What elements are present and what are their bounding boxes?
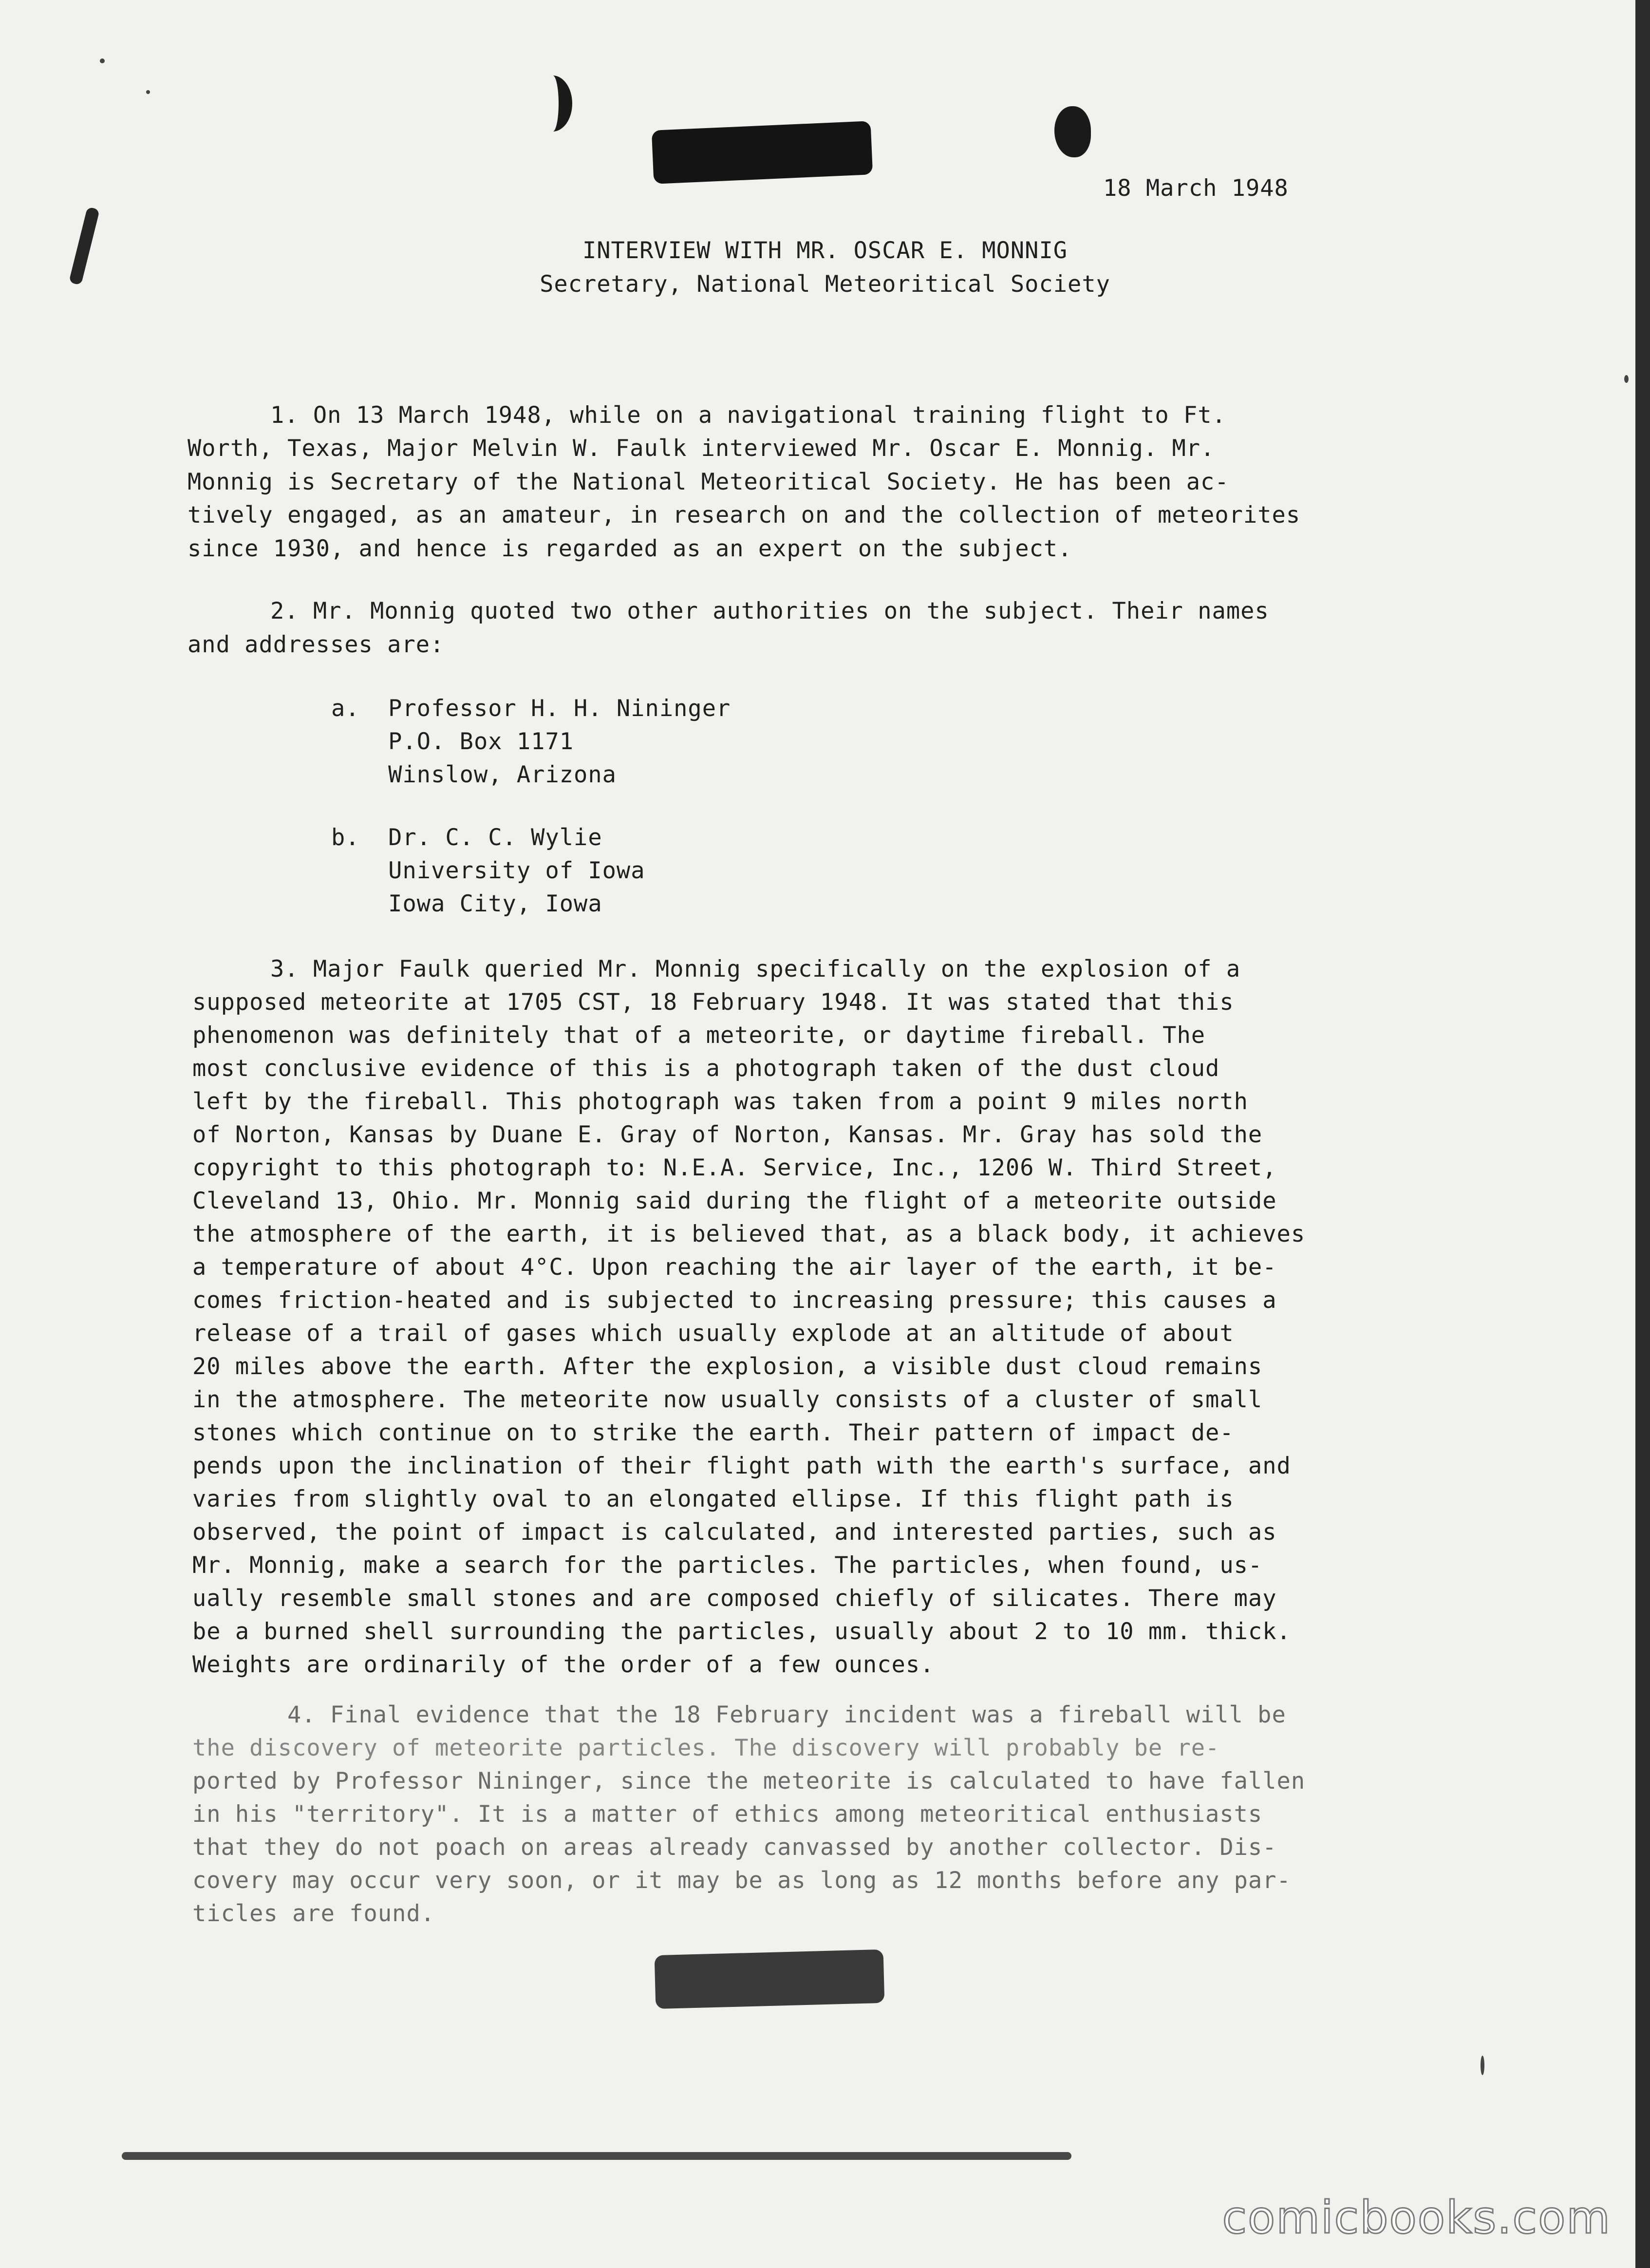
scan-artifact-line	[122, 2152, 1071, 2160]
paragraph-3-line: in the atmosphere. The meteorite now usually consists of a cluster of small	[192, 1386, 1263, 1413]
paragraph-3-line: supposed meteorite at 1705 CST, 18 February 1948. It was stated that this	[192, 989, 1234, 1016]
paragraph-3-line: Mr. Monnig, make a search for the particles. The particles, when found, us-	[192, 1552, 1263, 1579]
document-title: INTERVIEW WITH MR. OSCAR E. MONNIG	[582, 237, 1068, 264]
paragraph-1-line: tively engaged, as an amateur, in research on and the collection of meteorites	[188, 502, 1301, 529]
paragraph-3-line: pends upon the inclination of their flight path with the earth's surface, and	[192, 1453, 1291, 1479]
paragraph-4-line: ported by Professor Nininger, since the meteorite is calculated to have fallen	[192, 1768, 1306, 1795]
paragraph-3-line: phenomenon was definitely that of a meteorite, or daytime fireball. The	[192, 1022, 1206, 1049]
paragraph-2-line: and addresses are:	[188, 631, 445, 658]
paragraph-4-line: 4. Final evidence that the 18 February incident was a fireball will be	[287, 1701, 1286, 1728]
paragraph-1-line: Worth, Texas, Major Melvin W. Faulk interviewed Mr. Oscar E. Monnig. Mr.	[188, 435, 1215, 462]
paragraph-3-line: a temperature of about 4°C. Upon reaching the air layer of the earth, it be-	[192, 1254, 1277, 1281]
scan-speck	[1624, 375, 1629, 383]
paragraph-3-line: release of a trail of gases which usually explode at an altitude of about	[192, 1320, 1234, 1347]
paragraph-4-line: that they do not poach on areas already canvassed by another collector. Dis-	[192, 1834, 1277, 1861]
paragraph-3-line: comes friction-heated and is subjected to increasing pressure; this causes a	[192, 1287, 1277, 1314]
paragraph-3-line: Weights are ordinarily of the order of a few ounces.	[192, 1651, 935, 1678]
paragraph-3-line: copyright to this photograph to: N.E.A. Service, Inc., 1206 W. Third Street,	[192, 1154, 1277, 1181]
paragraph-3-line: most conclusive evidence of this is a photograph taken of the dust cloud	[192, 1055, 1220, 1082]
paragraph-1-line: 1. On 13 March 1948, while on a navigational training flight to Ft.	[270, 402, 1226, 429]
paragraph-4-line: the discovery of meteorite particles. The discovery will probably be re-	[192, 1735, 1220, 1761]
paragraph-3-line: varies from slightly oval to an elongated ellipse. If this flight path is	[192, 1486, 1234, 1512]
document-date: 18 March 1948	[1103, 175, 1289, 202]
paragraph-4-line: ticles are found.	[192, 1900, 435, 1927]
paragraph-3-line: stones which continue on to strike the earth. Their pattern of impact de-	[192, 1419, 1234, 1446]
scan-speck	[100, 58, 105, 63]
paragraph-3-line: be a burned shell surrounding the particles, usually about 2 to 10 mm. thick.	[192, 1618, 1291, 1645]
paragraph-3-line: observed, the point of impact is calculated, and interested parties, such as	[192, 1519, 1277, 1546]
paragraph-4-line: in his "territory". It is a matter of ethics among meteoritical enthusiasts	[192, 1801, 1263, 1828]
paragraph-4-line: covery may occur very soon, or it may be as long as 12 months before any par-	[192, 1867, 1291, 1894]
document-subtitle: Secretary, National Meteoritical Society	[540, 271, 1110, 298]
watermark-text: comicbooks.com	[1222, 2192, 1611, 2244]
paragraph-3-line: left by the fireball. This photograph was taken from a point 9 miles north	[192, 1088, 1248, 1115]
redaction-bar	[655, 1949, 885, 2009]
redaction-bar	[652, 121, 873, 184]
authority-b-line: University of Iowa	[331, 857, 645, 884]
authority-a-line: P.O. Box 1171	[331, 728, 574, 755]
paragraph-3-line: 20 miles above the earth. After the explosion, a visible dust cloud remains	[192, 1353, 1263, 1380]
hole-punch-mark	[1054, 106, 1091, 157]
authority-a-line: a. Professor H. H. Nininger	[331, 695, 731, 722]
paragraph-1-line: Monnig is Secretary of the National Meteoritical Society. He has been ac-	[188, 469, 1229, 495]
paragraph-3-line: 3. Major Faulk queried Mr. Monnig specifically on the explosion of a	[270, 956, 1241, 983]
scan-edge-strip	[1635, 0, 1650, 2268]
paragraph-1-line: since 1930, and hence is regarded as an expert on the subject.	[188, 535, 1072, 562]
paragraph-3-line: the atmosphere of the earth, it is believed that, as a black body, it achieves	[192, 1221, 1306, 1247]
scan-speck	[1481, 2056, 1484, 2075]
scan-speck	[146, 90, 150, 94]
paragraph-3-line: Cleveland 13, Ohio. Mr. Monnig said during the flight of a meteorite outside	[192, 1188, 1277, 1214]
authority-b-line: b. Dr. C. C. Wylie	[331, 824, 602, 851]
paragraph-3-line: ually resemble small stones and are composed chiefly of silicates. There may	[192, 1585, 1277, 1612]
hole-punch-mark	[533, 76, 572, 132]
paragraph-3-line: of Norton, Kansas by Duane E. Gray of Norton, Kansas. Mr. Gray has sold the	[192, 1121, 1263, 1148]
authority-a-line: Winslow, Arizona	[331, 761, 617, 788]
paragraph-2-line: 2. Mr. Monnig quoted two other authorities on the subject. Their names	[270, 598, 1269, 624]
authority-b-line: Iowa City, Iowa	[331, 890, 602, 917]
